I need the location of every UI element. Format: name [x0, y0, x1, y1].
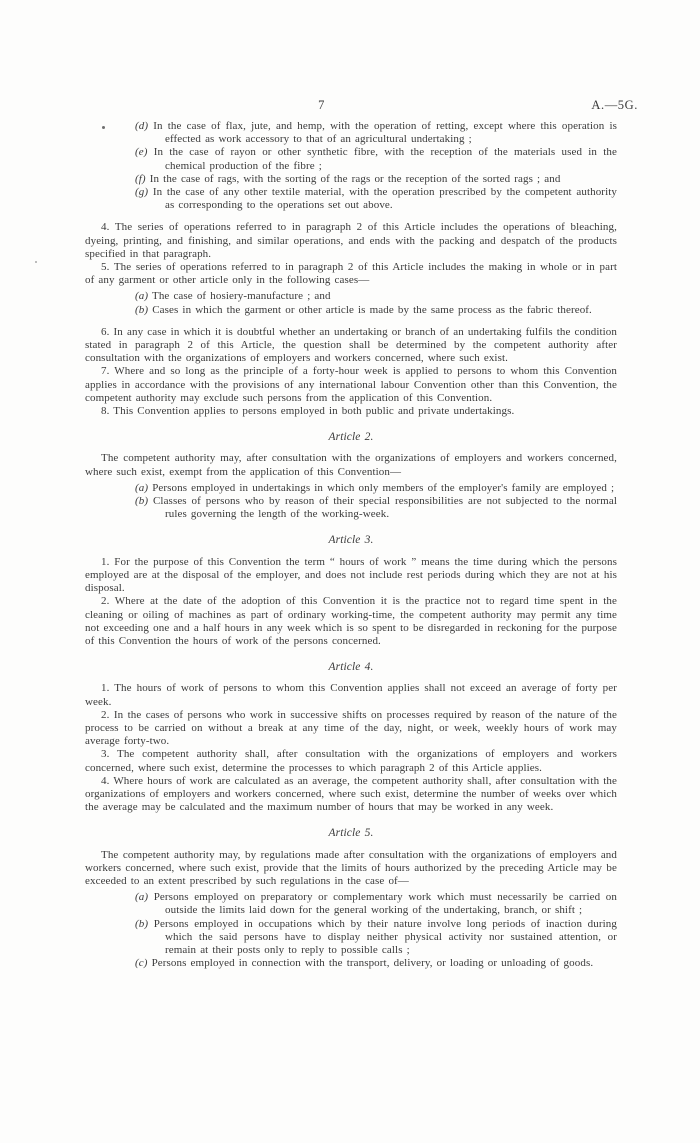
item-label: (a) — [135, 481, 149, 494]
item-text: Persons employed in connection with the transport, delivery, or loading or unloading of goods. — [151, 957, 594, 970]
paragraph: 3. The competent authority shall, after consultation with the organizations of employers and workers concerned, where such exist, determine the processes to which paragraph 2 of this Article applies. — [85, 748, 617, 774]
item-text: Persons employed in occupations which by their nature involve long periods of inaction during which the said persons have to display neither physical activity nor sustained attention, or remain at their posts only to reply to possible calls ; — [153, 917, 617, 956]
item-label: (d) — [135, 120, 149, 132]
document-body — [85, 120, 617, 970]
item-label: (a) — [135, 891, 149, 904]
article-heading: Article 4. — [328, 661, 374, 674]
item-label: (b) — [135, 303, 149, 316]
paragraph: 5. The series of operations referred to in paragraph 2 of this Article includes the making in whole or in part of any garment or other article only in the following cases— — [85, 261, 617, 287]
list-item — [135, 891, 617, 917]
list-item — [135, 186, 617, 212]
document-reference: A.—5G. — [591, 98, 638, 112]
list-item — [135, 172, 617, 186]
item-text: In the case of flax, jute, and hemp, with the operation of retting, except where this operation is effected as work accessory to that of an agricultural undertaking ; — [153, 120, 617, 146]
item-label: (e) — [135, 146, 148, 159]
article-heading: Article 2. — [328, 431, 374, 444]
item-label: (c) — [135, 957, 148, 970]
paragraph: 6. In any case in which it is doubtful whether an undertaking or branch of an undertaking fulfils the condition stated in paragraph 2 of this Article, the question shall be determined by the competent authority after consultation with the organizations of employers and workers concerned, where such exist. — [85, 325, 617, 365]
list-item — [135, 290, 617, 303]
item-text: Cases in which the garment or other article is made by the same process as the fabric thereof. — [152, 303, 592, 316]
paragraph: The competent authority may, after consultation with the organizations of employers and workers concerned, where such exist, exempt from the application of this Convention— — [85, 452, 617, 478]
list-item — [135, 495, 617, 521]
paragraph: 4. The series of operations referred to in paragraph 2 of this Article includes the operations of bleaching, dyeing, printing, and finishing, and similar operations, and ends with the packing and despatch of the products specified in that paragraph. — [85, 221, 617, 260]
item-label: (f) — [135, 172, 146, 185]
item-label: (b) — [135, 495, 149, 508]
paragraph: 1. The hours of work of persons to whom this Convention applies shall not exceed an average of forty per week. — [85, 682, 617, 708]
article-heading: Article 5. — [328, 827, 374, 840]
paragraph: 1. For the purpose of this Convention the term “ hours of work ” means the time during which the persons employed are at the disposal of the employer, and does not include rest periods during which they are not at his disposal. — [85, 555, 617, 595]
list-item — [135, 120, 617, 146]
paragraph: 8. This Convention applies to persons employed in both public and private undertakings. — [101, 405, 515, 418]
list-item — [135, 481, 617, 495]
paragraph: 2. In the cases of persons who work in successive shifts on processes required by reason of the nature of the process to be carried on without a break at any time of the day, night, or week, weekly hours of work may average forty-two. — [85, 708, 617, 748]
item-text: In the case of rags, with the sorting of the rags or the reception of the sorted rags ; and — [149, 172, 561, 185]
item-text: Persons employed on preparatory or complementary work which must necessarily be carried on outside the limits laid down for the general working of the undertaking, branch, or shift ; — [153, 891, 617, 917]
item-text: In the case of rayon or other synthetic fibre, with the reception of the materials used in the chemical production of the fibre ; — [153, 146, 617, 172]
list-item — [135, 957, 617, 970]
ink-speck — [35, 261, 37, 263]
item-label: (g) — [135, 186, 149, 199]
list-item — [135, 146, 617, 172]
page-number: 7 — [318, 98, 325, 112]
list-item — [135, 917, 617, 958]
item-text: In the case of any other textile material, with the operation prescribed by the competent authority as corresponding to the operations set out above. — [152, 186, 617, 212]
item-text: Classes of persons who by reason of their special responsibilities are not subjected to the normal rules governing the length of the working-week. — [152, 495, 617, 521]
paragraph: 2. Where at the date of the adoption of this Convention it is the practice not to regard time spent in the cleaning or oiling of machines as part of ordinary working-time, the competent authority may permit any time not exceeding one and a half hours in any week which is so spent to be disregarded in reckoning for the purpose of this Convention the hours of work of the persons concerned. — [85, 595, 617, 647]
item-label: (a) — [135, 290, 149, 303]
paragraph: The competent authority may, by regulations made after consultation with the organizations of employers and workers concerned, where such exist, provide that the limits of hours authorized by the preceding Article may be exceeded to an extent prescribed by such regulations in the case of— — [85, 848, 617, 887]
item-label: (b) — [135, 917, 149, 930]
page-header — [85, 98, 638, 114]
list-item — [135, 303, 617, 317]
paragraph: 7. Where and so long as the principle of a forty-hour week is applied to persons to whom this Convention applies in accordance with the provisions of any international labour Convention other than this Convention, the competent authority may exclude such persons from the application of this Convention. — [85, 365, 617, 404]
item-text: Persons employed in undertakings in which only members of the employer's family are employed ; — [152, 481, 615, 494]
paragraph: 4. Where hours of work are calculated as an average, the competent authority shall, after consultation with the organizations of employers and workers concerned, where such exist, determine the number of weeks over which the average may be calculated and the maximum number of hours that may be worked in any week. — [85, 774, 617, 814]
item-text: The case of hosiery-manufacture ; and — [152, 290, 331, 303]
article-heading: Article 3. — [328, 534, 374, 547]
